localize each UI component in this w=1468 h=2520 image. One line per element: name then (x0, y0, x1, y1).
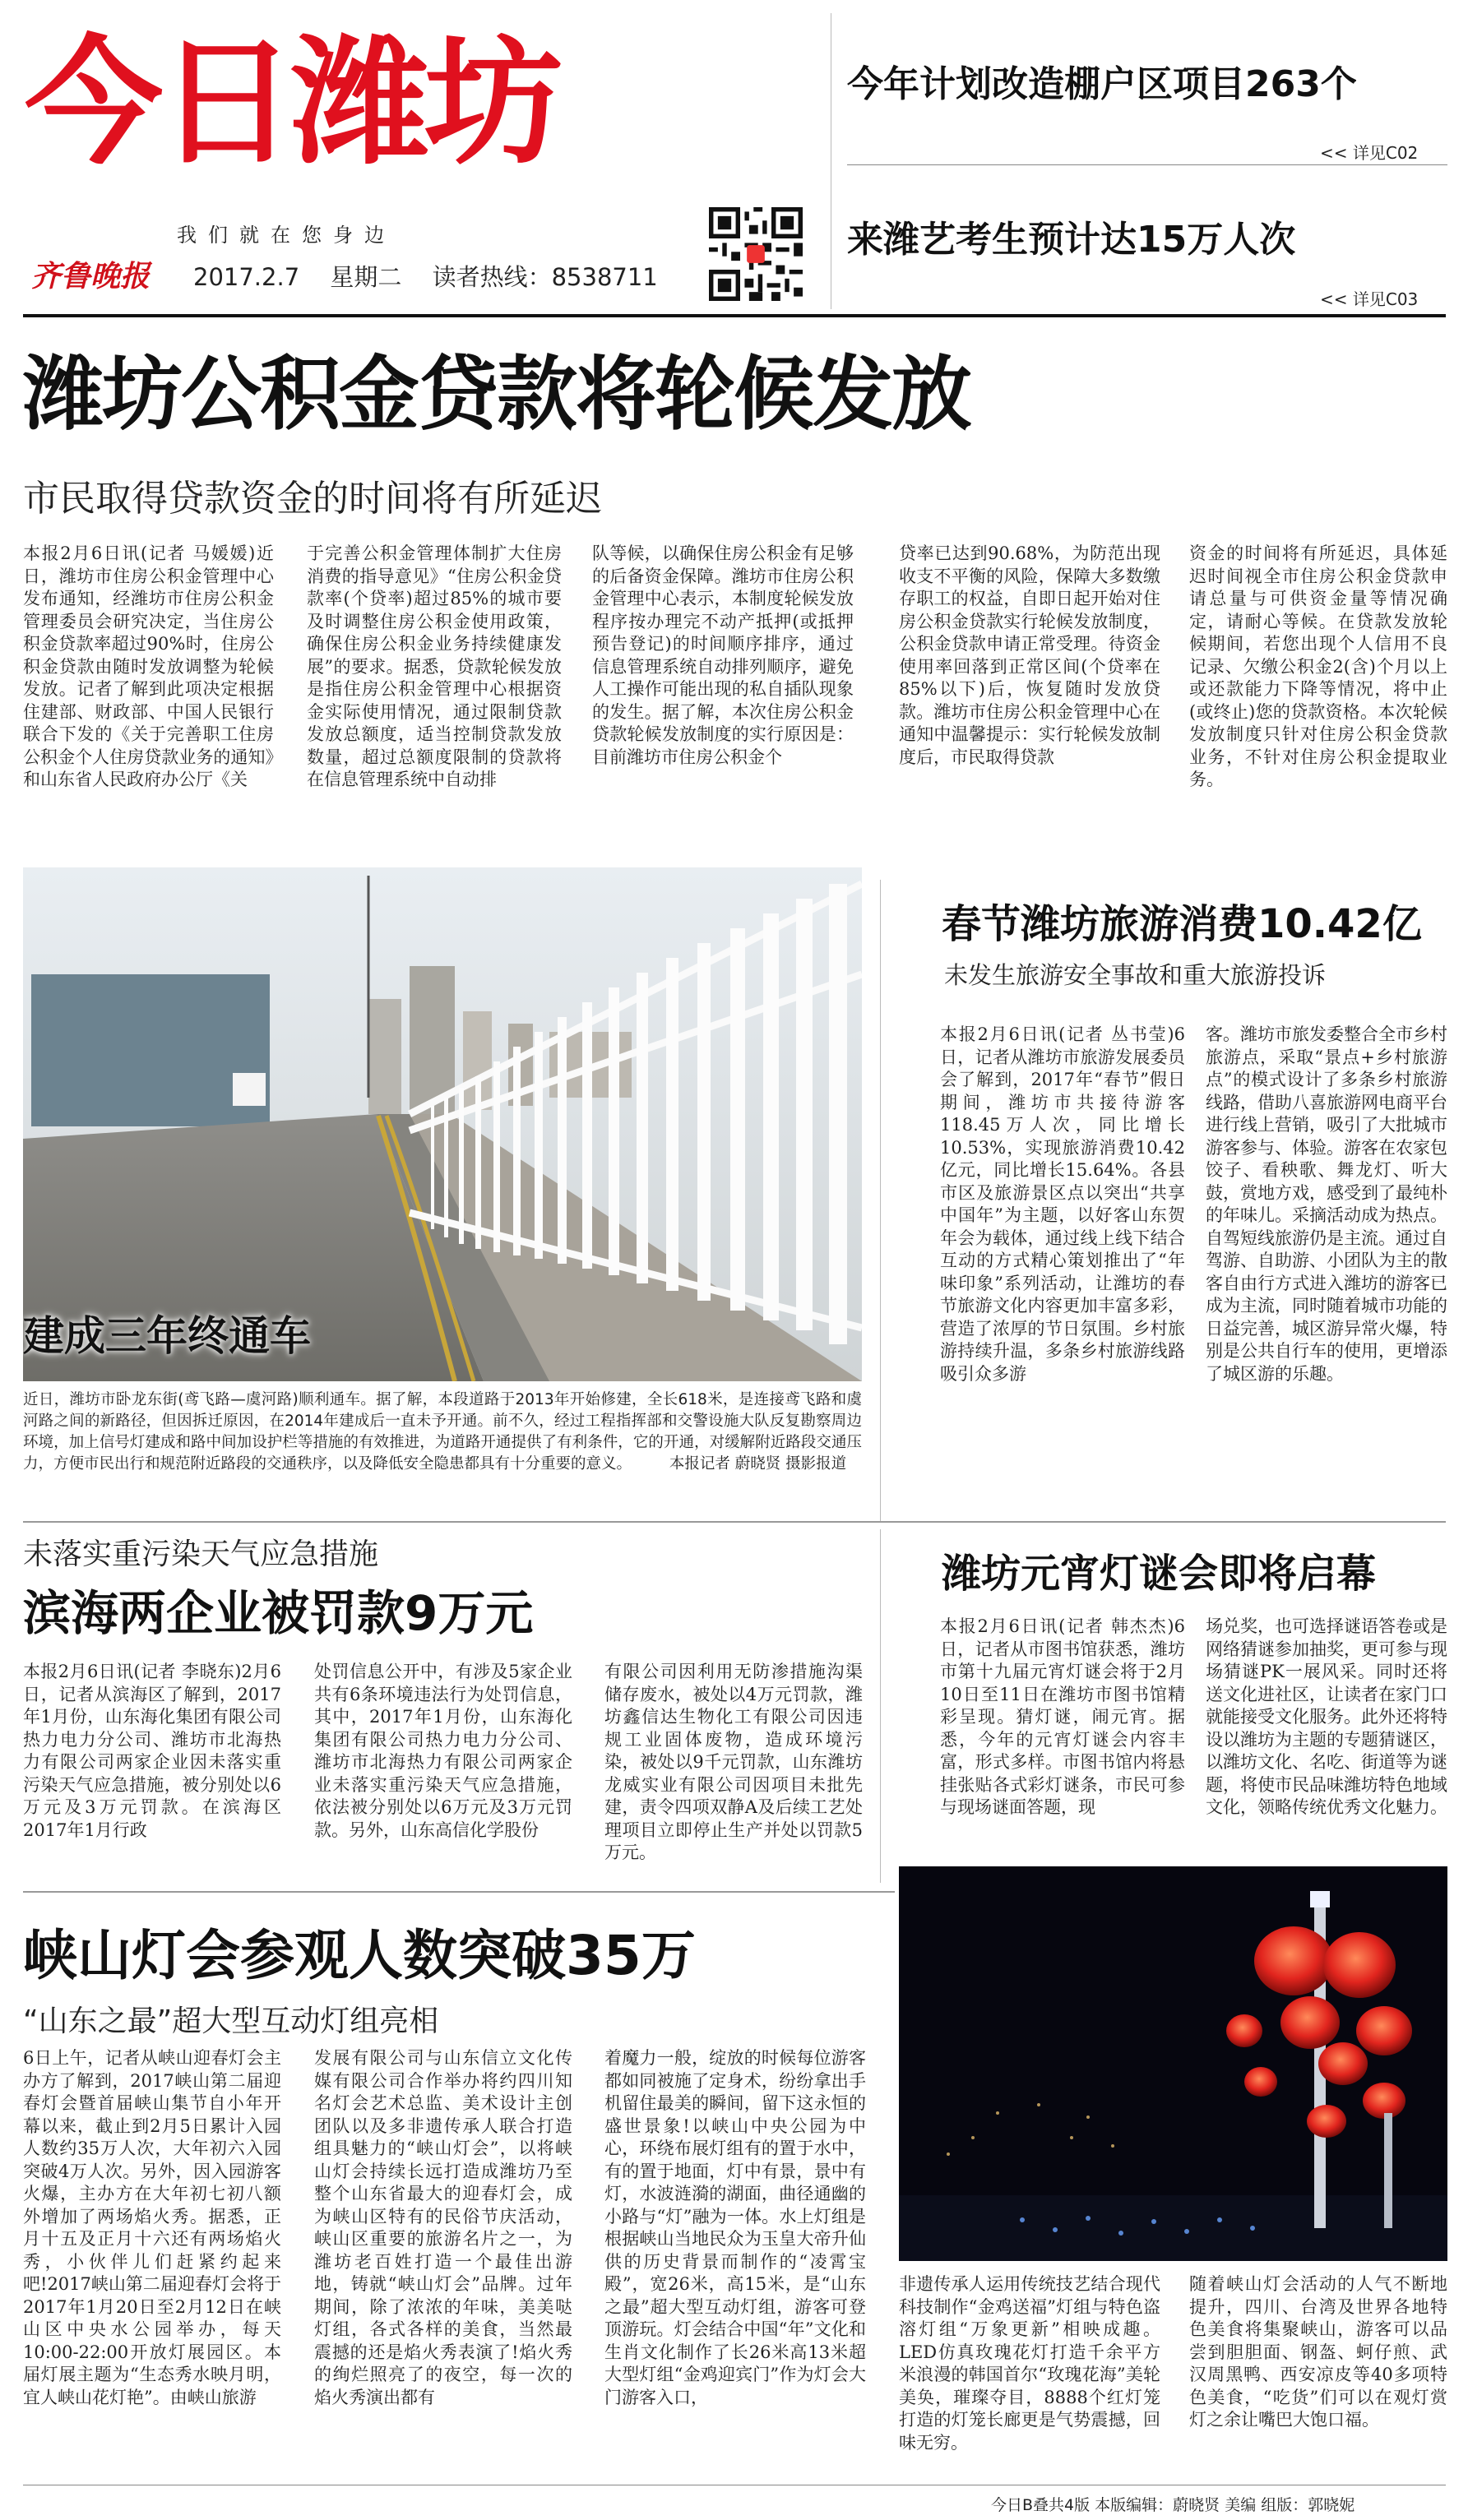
riddle-headline: 潍坊元宵灯谜会即将启幕 (942, 1551, 1377, 1597)
masthead-slogan: 我们就在您身边 (177, 224, 396, 247)
pollution-column: 本报2月6日讯(记者 李晓东)2月6日，记者从滨海区了解到，2017年1月份，山东海化集团有限公司热力电力分公司、潍坊市北海热力有限公司两家企业因未落实重污染天气应急措施，被分别处以6万元及3万元罚款。在滨海区2017年1月行政 (23, 1662, 281, 1840)
xiashan-column: 非遗传承人运用传统技艺结合现代科技制作“金鸡送福”灯组与特色盗溶灯组“万象更新”相映成趣。LED仿真玫瑰花灯打造千余平方米浪漫的韩国首尔“玫瑰花海”美轮美奂，璀璨夺目，8888个红灯笼打造的灯笼长廊更是气势震撼，回味无穷。 (899, 2274, 1160, 2453)
photo-credit: 本报记者 蔚晓贤 摄影报道 (669, 1455, 847, 1473)
lead-column: 队等候，以确保住房公积金有足够的后备资金保障。潍坊市住房公积金管理中心表示，本制度轮候发放程序按办理完不动产抵押(或抵押预告登记)的时间顺序排序，通过信息管理系统自动排列顺序，避免人工操作可能出现的私自插队现象的发生。据了解，本次住房公积金贷款轮候发放制度的实行原因是：目前潍坊市住房公积金个 (592, 543, 854, 767)
issue-date: 2017.2.7 (193, 263, 300, 291)
lead-column: 贷率已达到90.68%，为防范出现收支不平衡的风险，保障大多数缴存职工的权益，自即日起开始对住房公积金贷款实行轮候发放制度，公积金贷款申请正常受理。待资金使用率回落到正常区间(个贷率在85%以下)后，恢复随时发放贷款。潍坊市住房公积金管理中心在通知中温馨提示：实行轮候发放制度后，市民取得贷款 (899, 543, 1160, 767)
riddle-column: 场兑奖，也可选择谜语答卷或是网络猜谜参加抽奖，更可参与现场猜谜PK一展风采。同时还将送文化进社区，让读者在家门口就能接受文化服务。此外还将特设以潍坊为主题的专题猜谜区，以潍坊文化、名吃、街道等为谜题，将使市民品味潍坊特色地域文化，领略传统优秀文化魅力。 (1206, 1616, 1447, 1817)
lead-column: 于完善公积金管理体制扩大住房消费的指导意见》“住房公积金贷款率(个贷率)超过85%的城市要及时调整住房公积金使用政策，确保住房公积金业务持续健康发展”的要求。据悉，贷款轮候发放是指住房公积金管理中心根据资金实际使用情况，通过限制贷款发放总额度，适当控制贷款发放数量，超过总额度限制的贷款将在信息管理系统中自动排 (307, 543, 562, 789)
masthead-title: 今日潍坊 (25, 22, 558, 183)
riddle-column: 本报2月6日讯(记者 韩杰杰)6日，记者从市图书馆获悉，潍坊市第十九届元宵灯谜会将于2月10日至11日在潍坊市图书馆精彩呈现。猜灯谜，闹元宵。据悉，今年的元宵灯谜会内容丰富，形式多样。市图书馆内将悬挂张贴各式彩灯谜条，市民可参与现场谜面答题，现 (940, 1616, 1185, 1817)
pollution-headline: 滨海两企业被罚款9万元 (23, 1585, 534, 1641)
lead-subhead: 市民取得贷款资金的时间将有所延迟 (23, 478, 602, 520)
page-footer: 今日B叠共4版 本版编辑：蔚晓贤 美编 组版：郭晓妮 (991, 2496, 1355, 2514)
qr-code-icon (709, 207, 803, 301)
road-photo (23, 867, 862, 1381)
lead-headline: 潍坊公积金贷款将轮候发放 (23, 348, 971, 442)
xiashan-headline: 峡山灯会参观人数突破35万 (23, 1924, 696, 1987)
xiashan-column: 着魔力一般，绽放的时候每位游客都如同被施了定身术，纷纷拿出手机留住最美的瞬间，留下这永恒的盛世景象!以峡山中央公园为中心，环绕布展灯组有的置于水中，有的置于地面，灯中有景，景中有灯，水波涟漪的湖面，曲径通幽的小路与“灯”融为一体。水上灯组是根据峡山当地民众为玉皇大帝升仙供的历史背景而制作的“凌霄宝殿”，宽26米，高15米，是“山东之最”超大型互动灯组，游客可登顶游玩。灯会结合中国“年”文化和生肖文化制作了长26米高13米超大型灯组“金鸡迎宾门”作为灯会大门游客入口， (604, 2048, 866, 2407)
pollution-column: 有限公司因利用无防渗措施沟渠储存废水，被处以4万元罚款，潍坊鑫信达生物化工有限公司因违规工业固体废物，造成环境污染，被处以9千元罚款，山东潍坊龙威实业有限公司因项目未批先建，责令四项双静A及后续工艺处理项目立即停止生产并处以罚款5万元。 (604, 1662, 863, 1862)
tourism-subhead: 未发生旅游安全事故和重大旅游投诉 (944, 961, 1327, 989)
xiashan-column: 发展有限公司与山东信立文化传媒有限公司合作举办将约四川知名灯会艺术总监、美术设计主创团队以及多非遗传承人联合打造组具魅力的“峡山灯会”，以将峡山灯会持续长远打造成潍坊乃至整个山东省最大的迎春灯会，成为峡山区特有的民俗节庆活动，峡山区重要的旅游名片之一，为潍坊老百姓打造一个最佳出游地，铸就“峡山灯会”品牌。过年期间，除了浓浓的年味，美美哒灯组，各式各样的美食，当然最震撼的还是焰火秀表演了!焰火秀的绚烂照亮了的夜空，每一次的焰火秀演出都有 (314, 2048, 572, 2407)
pollution-kicker: 未落实重污染天气应急措施 (23, 1537, 379, 1571)
lead-column: 本报2月6日讯(记者 马媛媛)近日，潍坊市住房公积金管理中心发布通知，经潍坊市住房公积金管理委员会研究决定，当住房公积金贷款率超过90%时，住房公积金贷款由随时发放调整为轮候发放。记者了解到此项决定根据住建部、财政部、中国人民银行联合下发的《关于完善职工住房公积金个人住房贷款业务的通知》和山东省人民政府办公厅《关 (23, 543, 274, 789)
xiashan-column: 6日上午，记者从峡山迎春灯会主办方了解到，2017峡山第二届迎春灯会暨首届峡山集节自小年开幕以来，截止到2月5日累计入园人数约35万人次，大年初六入园突破4万人次。另外，因入园游客火爆，主办方在大年初七初八额外增加了两场焰火秀。据悉，正月十五及正月十六还有两场焰火秀，小伙伴儿们赶紧约起来吧!2017峡山第二届迎春灯会将于2017年1月20日至2月12日在峡山区中央水公园举办，每天10:00-22:00开放灯展园区。本届灯展主题为“生态秀水映月明，宜人峡山花灯艳”。由峡山旅游 (23, 2048, 281, 2407)
photo-caption-text: 近日，潍坊市卧龙东街(鸢飞路—虞河路)顺利通车。据了解，本段道路于2013年开始修建，全长618米，是连接鸢飞路和虞河路之间的新路径，但因拆迁原因，在2014年建成后一直未予开通。前不久，经过工程指挥部和交警设施大队反复勘察周边环境，加上信号灯建成和路中间加设护栏等措施的有效推进，为道路开通提供了有利条件，它的开通，对缓解附近路段交通压力，方便市民出行和规范附近路段的交通秩序，以及降低安全隐患都具有十分重要的意义。 (23, 1391, 862, 1473)
issue-weekday: 星期二 (330, 263, 402, 291)
teaser-see-more-link[interactable]: << 详见C02 (1320, 143, 1419, 163)
teaser-headline: 来潍艺考生预计达15万人次 (847, 219, 1296, 261)
pollution-column: 处罚信息公开中，有涉及5家企业共有6条环境违法行为处罚信息，其中，2017年1月份，山东海化集团有限公司热力电力分公司、潍坊市北海热力有限公司两家企业未落实重污染天气应急措施，依法被分别处以6万元及3万元罚款。另外，山东高信化学股份 (314, 1662, 572, 1840)
photo-title: 建成三年终通车 (23, 1312, 311, 1360)
xiashan-subhead: “山东之最”超大型互动灯组亮相 (23, 2004, 439, 2038)
teaser-headline: 今年计划改造棚户区项目263个 (847, 63, 1357, 105)
reader-hotline: 读者热线：8538711 (432, 263, 658, 291)
dateline (193, 259, 681, 293)
tourism-headline: 春节潍坊旅游消费10.42亿 (942, 901, 1422, 947)
paper-logo: 齐鲁晚报 (31, 259, 151, 294)
xiashan-column: 随着峡山灯会活动的人气不断地提升，四川、台湾及世界各地特色美食将集聚峡山，游客可以品尝到胆胆面、钢盔、蚵仔煎、武汉周黑鸭、西安凉皮等40多项特色美食，“吃货”们可以在观灯赏灯之余让嘴巴大饱口福。 (1189, 2274, 1447, 2430)
tourism-column: 客。潍坊市旅发委整合全市乡村旅游点，采取“景点+乡村旅游点”的模式设计了多条乡村旅游线路，借助八喜旅游网电商平台进行线上营销，吸引了大批城市游客参与、体验。游客在农家包饺子、看秧歌、舞龙灯、听大鼓，赏地方戏，感受到了最纯朴的年味儿。采摘活动成为热点。自驾短线旅游仍是主流。通过自驾游、自助游、小团队为主的散客自由行方式进入潍坊的游客已成为主流，同时随着城市功能的日益完善，城区游异常火爆，特别是公共自行车的使用，更增添了城区游的乐趣。 (1206, 1024, 1447, 1384)
lantern-photo (899, 1866, 1447, 2261)
teaser-see-more-link[interactable]: << 详见C03 (1320, 289, 1419, 309)
tourism-column: 本报2月6日讯(记者 丛书莹)6日，记者从潍坊市旅游发展委员会了解到，2017年“春节”假日期间，潍坊市共接待游客118.45万人次，同比增长10.53%，实现旅游消费10.42亿元，同比增长15.64%。各县市区及旅游景区点以突出“共享中国年”为主题，以好客山东贺年会为载体，通过线上线下结合互动的方式精心策划推出了“年味印象”系列活动，让潍坊的春节旅游文化内容更加丰富多彩，营造了浓厚的节日氛围。乡村旅游持续升温，多条乡村旅游线路吸引众多游 (940, 1024, 1185, 1384)
photo-caption (23, 1389, 862, 1475)
lead-column: 资金的时间将有所延迟，具体延迟时间视全市住房公积金贷款申请总量与可供资金量等情况确定，请耐心等候。在贷款发放轮候期间，若您出现个人信用不良记录、欠缴公积金2(含)个月以上或还款能力下降等情况，将中止(或终止)您的贷款资格。本次轮候发放制度只针对住房公积金贷款业务，不针对住房公积金提取业务。 (1189, 543, 1447, 789)
